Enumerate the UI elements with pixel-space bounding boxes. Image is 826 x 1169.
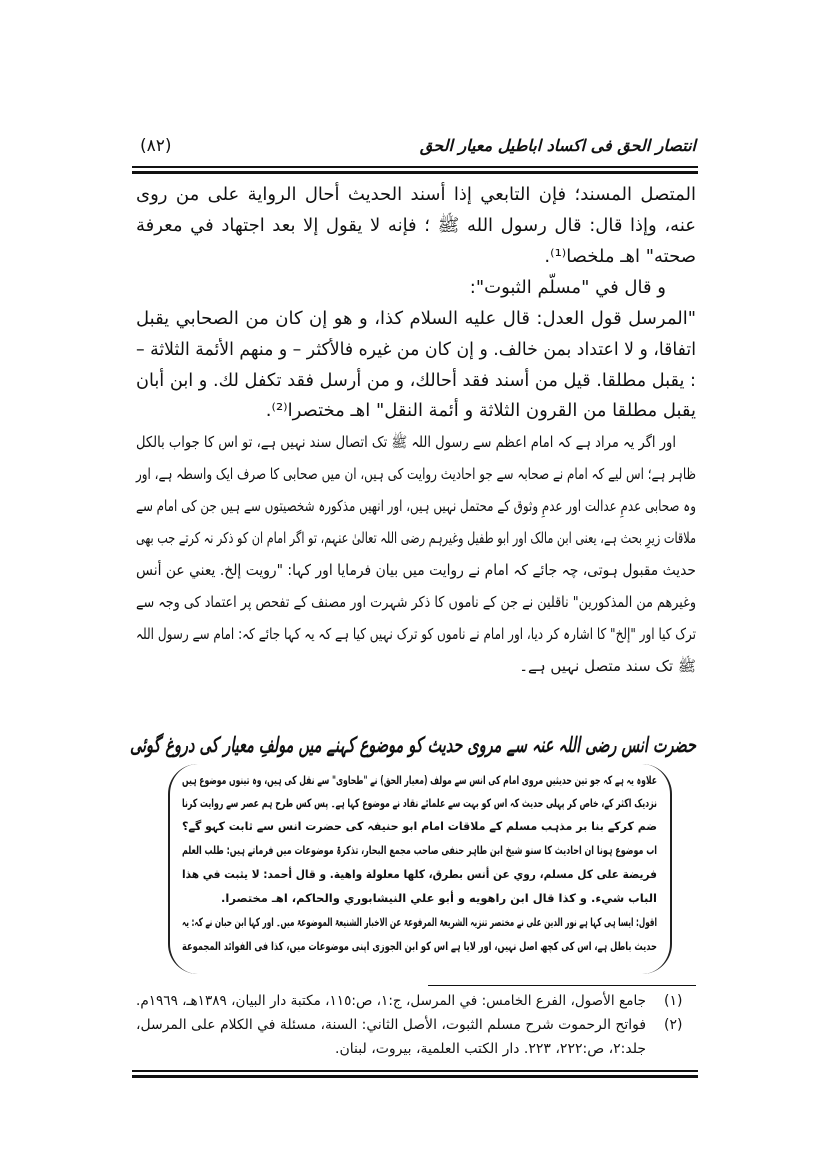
box-line: علاوہ یہ ہے کہ جو تین حدیثیں مروی امام کی انس سے مولف (معیار الحق) نے "طحاوی" سے نقل کی ہیں، وہ تینوں موضوع ہیں (182, 773, 657, 787)
box-line: نزدیک اکثر کے، خاص کر پہلی حدیث کہ اس کو بہت سے علمائے نقاد نے موضوع کہا ہے۔ پس کس طرح ہم عصر سے روایت کرنا (182, 796, 657, 810)
footnote-number: (١) (664, 993, 683, 1009)
urdu-line: اور اگر یہ مراد ہے کہ امام اعظم سے رسول اللہ ﷺ تک اتصال سند نہیں ہے، تو اس کا جواب بالکل (135, 433, 676, 451)
urdu-line: ﷺ تک سند متصل نہیں ہے۔ (519, 657, 696, 675)
urdu-line: ترک کیا اور "إلخ" کا اشارہ کر دیا، اور امام نے ناموں کو ترک نہیں کیا ہے کہ یہ کہا جائے کہ: امام سے رسول اللہ (136, 625, 696, 643)
urdu-line: ظاہر ہے؛ اس لیے کہ امام نے صحابہ سے جو احادیث روایت کی ہیں، ان میں صحابی کا صرف ایک واسطہ ہے، اور (136, 465, 696, 483)
arabic-line: و قال في "مسلّم الثبوت": (469, 277, 666, 298)
box-line: ضم کرکے بنا بر مذہب مسلم کے ملاقات امام ابو حنیفہ کی حضرت انس سے ثابت کہو گے؟ (182, 819, 657, 833)
arabic-line: المتصل المسند؛ فإن التابعي إذا أسند الحديث أحال الرواية على من روى (136, 184, 696, 205)
arabic-line: يقبل مطلقا من القرون الثلاثة و أئمة النقل" اهـ مختصرا⁽²⁾. (265, 400, 696, 421)
book-title: انتصار الحق فی اکساد اباطیل معیار الحق (419, 136, 696, 155)
arabic-line: عنه، وإذا قال: قال رسول الله ﷺ ؛ فإنه لا يقول إلا بعد اجتهاد في معرفة (136, 215, 696, 236)
footer-rule (132, 1070, 698, 1078)
box-line: فريضة على كل مسلم، روي عن أنس بطرق، كلها معلولة واهية. و قال أحمد: لا يثبت في هذا (181, 867, 657, 881)
box-line: اقول: ایسا ہی کہا ہے نور الدین علی نے مختصر تنزیہ الشریعۃ المرفوعۃ عن الاخبار الشنیعۃ الموضوعۃ میں۔ اور کہا ابن حبان نے کہ: یہ (182, 915, 657, 929)
header-rule (132, 166, 698, 174)
box-line: حدیث باطل ہے، اس کی کچھ اصل نہیں، اور لایا ہے اس کو ابن الجوزی اپنی موضوعات میں، کذا فی الفوائد المجموعة (181, 939, 657, 953)
arabic-line: اتفاقا، و لا اعتداد بمن خالف. و إن كان من غيره فالأكثر – و منهم الأئمة الثلاثة – (135, 339, 697, 360)
page-number: (۸۲) (140, 136, 172, 156)
box-line: الباب شيء. و كذا قال ابن راهويه و أبو علي النيشابوري والحاكم، اهـ مختصرا. (221, 891, 657, 905)
footnote-text: فواتح الرحموت شرح مسلم الثبوت، الأصل الثاني: السنة، مسئلة في الكلام على المرسل، (136, 1017, 646, 1033)
footnote-text: جلد:٢، ص:٢٢٢، ٢٢٣. دار الكتب العلمية، بيروت، لبنان. (335, 1041, 646, 1057)
section-heading: حضرت انس رضی اللہ عنہ سے مروی حدیث کو موضوع کہنے میں مولفِ معیار کی دروغ گوئی (129, 733, 697, 757)
urdu-line: حدیث مقبول ہوتی، چہ جائے کہ امام نے روایت میں بیان فرمایا اور کہا: "رویت إلخ. یعني عن أنس (136, 561, 696, 579)
urdu-line: وغیرهم من المذکورین" ناقلین نے جن کے ناموں کا ذکر شہرت اور مصنف کے تفحص پر اعتماد کی وجہ سے (136, 593, 696, 611)
urdu-line: وہ صحابی عدمِ عدالت اور عدمِ وثوق کے محتمل نہیں ہیں، اور انھیں مذکورہ شخصیتوں سے ہیں جن کی امام سے (135, 497, 696, 515)
box-line: اب موضوع ہونا ان احادیث کا سنو شیخ ابن طاہر حنفی صاحب مجمع البحار، تذکرۃ موضوعات میں فرماتے ہیں: طلب العلم (181, 843, 657, 857)
footnote-text: جامع الأصول، الفرع الخامس: في المرسل، ج:١، ص:١١٥، مكتبة دار البيان، ١٣٨٩هـ، ١٩٦٩م. (136, 993, 646, 1009)
arabic-line: صحته" اهـ ملخصا⁽¹⁾. (544, 246, 696, 267)
running-header (138, 132, 696, 166)
arabic-line: "المرسل قول العدل: قال عليه السلام كذا، و هو إن كان من الصحابي يقبل (136, 308, 696, 329)
footnote-rule (428, 985, 696, 986)
footnote-number: (٢) (664, 1017, 683, 1033)
urdu-line: ملاقات زیرِ بحث ہے، یعنی ابن مالک اور ابو طفیل وغیرہم رضی اللہ تعالیٰ عنہم، تو اگر امام ان کو ذکر نہ کرتے جب بھی (135, 529, 696, 547)
arabic-line: : يقبل مطلقا. قيل من أسند فقد أحالك، و من أرسل فقد تكفل لك. و ابن أبان (135, 370, 697, 391)
